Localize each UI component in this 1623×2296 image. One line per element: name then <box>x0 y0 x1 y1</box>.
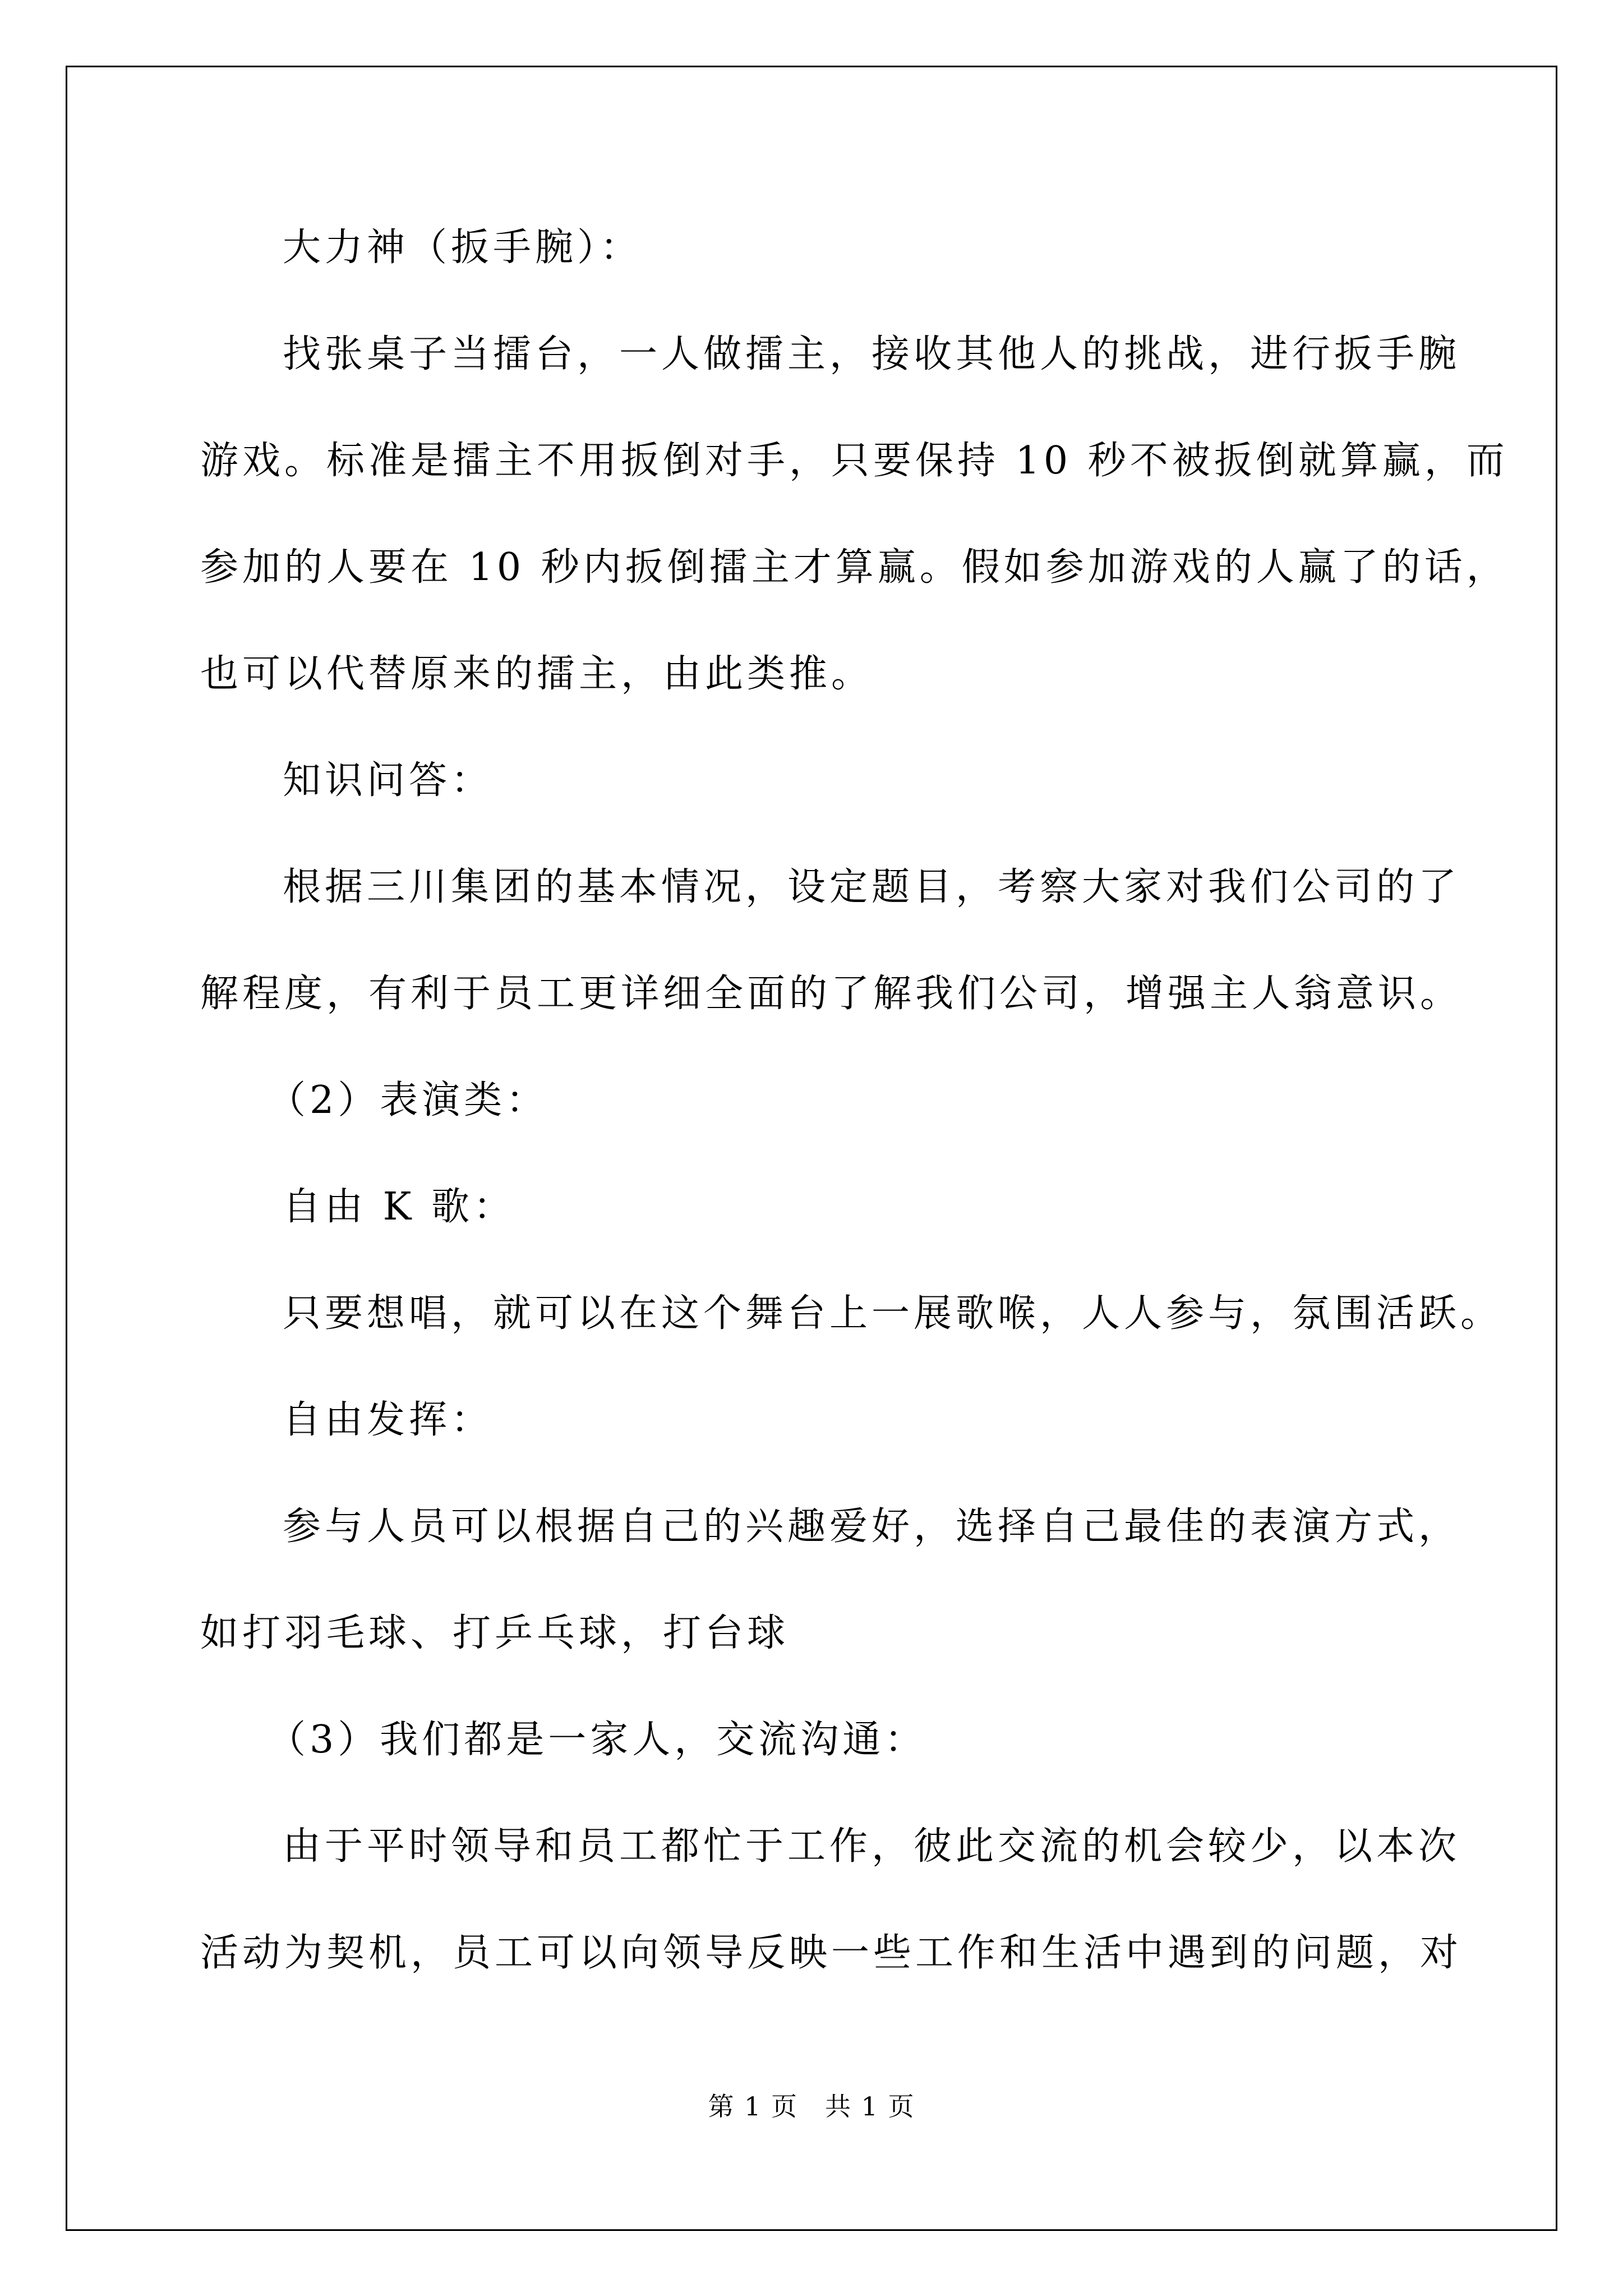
text-line: 由于平时领导和员工都忙于工作，彼此交流的机会较少，以本次 <box>283 1824 1461 1869</box>
document-body <box>200 195 1509 2007</box>
text-line: 自由发挥： <box>283 1398 494 1442</box>
text-line: 大力神（扳手腕）： <box>283 226 643 270</box>
text-line: 自由 K 歌： <box>283 1185 516 1229</box>
page-footer <box>0 2090 1623 2123</box>
text-line: 找张桌子当擂台，一人做擂主，接收其他人的挑战，进行扳手腕 <box>283 332 1461 376</box>
section-heading: （2）表演类： <box>268 1078 548 1122</box>
text-line: 游戏。标准是擂主不用扳倒对手，只要保持 10 秒不被扳倒就算赢，而 <box>200 439 1509 483</box>
text-line: 只要想唱，就可以在这个舞台上一展歌喉，人人参与，氛围活跃。 <box>283 1291 1503 1336</box>
text-line: 知识问答： <box>283 758 494 803</box>
text-line: 解程度，有利于员工更详细全面的了解我们公司，增强主人翁意识。 <box>200 972 1463 1016</box>
text-line: 参加的人要在 10 秒内扳倒擂主才算赢。假如参加游戏的人赢了的话， <box>200 545 1509 590</box>
page-number: 第 1 页 共 1 页 <box>708 2091 915 2122</box>
text-line: 参与人员可以根据自己的兴趣爱好，选择自己最佳的表演方式， <box>283 1504 1461 1549</box>
text-line: 根据三川集团的基本情况，设定题目，考察大家对我们公司的了 <box>283 865 1461 909</box>
text-line: 活动为契机，员工可以向领导反映一些工作和生活中遇到的问题，对 <box>200 1931 1463 1975</box>
section-heading: （3）我们都是一家人，交流沟通： <box>268 1718 927 1762</box>
text-line: 也可以代替原来的擂主，由此类推。 <box>200 652 874 696</box>
text-line: 如打羽毛球、打乒乓球，打台球 <box>200 1611 790 1655</box>
